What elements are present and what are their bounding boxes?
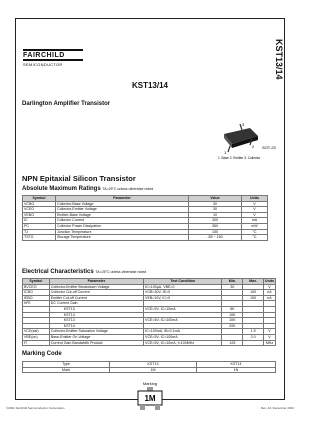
- table-row: IEBO Emitter Cut-off Current VEB=10V, IC=0 100 nA: [23, 295, 276, 301]
- table-row: KST13 VCE=5V, IC=100mA 10K: [23, 318, 276, 324]
- footer-revision: Rev. A2, December 2002: [260, 406, 294, 410]
- pin-3-label: 3: [242, 122, 245, 127]
- marking-table: [22, 361, 276, 373]
- electrical-table: Symbol Parameter Test Condition Min. Max. Units BVCEO Collector-Emitter Breakdown Voltage IC=100μA, VBE=0 30 V ICBO Collector Cut-off Current VCB=30V, IE=0 100 nA IEBO Emitter Cut-off Current VEB=10V, IC=0 100 nA hFE DC Current Gain KST13 VCE=5V, IC=10mA 5K KST14 10K KST13 VCE=5V, IC=100mA 10K KST14 20K VCE(sat) Collector-Emitter Saturation Voltage IC=100mA, IB=0.1mA 1.5 V VBE(on) Base-Emitter On Voltage VCE=5V, IC=100mA 2.0 V fT Current Gain Bandwidth Product VCE=5V, IC=10mA, f=100MHz 125 MHz: [24, 279, 274, 345]
- table-row: Type KST13 KST14: [23, 362, 276, 368]
- section-marking: Marking Code: [22, 351, 62, 357]
- table-row: fT Current Gain Bandwidth Product VCE=5V, IC=10mA, f=100MHz 125 MHz: [23, 340, 276, 346]
- section-abs-max: Absolute Maximum Ratings TA=25°C unless otherwise noted: [22, 186, 154, 192]
- table-row: KST13 VCE=5V, IC=10mA 5K: [23, 306, 276, 312]
- table-row: KST14 10K: [23, 312, 276, 318]
- logo-name: FAIRCHILD: [23, 52, 65, 59]
- table-row: VCBO Collector-Base Voltage 30 V: [23, 201, 268, 207]
- section-npn: NPN Epitaxial Silicon Transistor: [22, 174, 136, 183]
- table-row: VEBO Emitter-Base Voltage 10 V: [23, 212, 268, 218]
- table-row: VCE(sat) Collector-Emitter Saturation Voltage IC=100mA, IB=0.1mA 1.5 V: [23, 329, 276, 335]
- marking-package-drawing: [134, 387, 166, 411]
- table-row: ICBO Collector Cut-off Current VCB=30V, IE=0 100 nA: [23, 290, 276, 296]
- pin-2-label: 2: [252, 144, 255, 149]
- package-name: SOT-23: [262, 145, 276, 150]
- table-row: IC Collector Current 300 mA: [23, 218, 268, 224]
- table-row: KST14 20K: [23, 323, 276, 329]
- logo-sub: SEMICONDUCTOR: [23, 62, 63, 67]
- abs-max-table: Symbol Parameter Value Units VCBO Collector-Base Voltage 30 V VCEO Collector-Emitter Voltage 30 V VEBO Emitter-Base Voltage 10 V IC Collector Current 300 mA PC Collector Power Dissipation 350 mW TJ Junction Temperature 150 °C TSTG Storage Temperature -55 ~ 150 °C: [22, 195, 268, 241]
- fairchild-logo: [23, 49, 83, 67]
- page-subtitle: Darlington Amplifier Transistor: [22, 101, 111, 107]
- table-row: BVCEO Collector-Emitter Breakdown Voltage IC=100μA, VBE=0 30 V: [23, 284, 276, 290]
- table-row: PC Collector Power Dissipation 350 mW: [23, 223, 268, 229]
- table-row: Mark 1M 1N: [23, 367, 276, 373]
- table-row: TJ Junction Temperature 150 °C: [23, 229, 268, 235]
- table-row: hFE DC Current Gain: [23, 301, 276, 307]
- datasheet-page: [15, 18, 285, 403]
- table-row: VCEO Collector-Emitter Voltage 30 V: [23, 207, 268, 213]
- section-electrical: Electrical Characteristics TA=25°C unless otherwise noted: [22, 269, 147, 275]
- page-title: KST13/14: [131, 81, 169, 90]
- table-row: VBE(on) Base-Emitter On Voltage VCE=5V, IC=100mA 2.0 V: [23, 334, 276, 340]
- footer-copyright: ©2002 Fairchild Semiconductor Corporation: [6, 406, 65, 410]
- marking-code: 1M: [144, 394, 156, 403]
- pin-legend: 1. Base 2. Emitter 3. Collector: [218, 156, 261, 160]
- table-row: TSTG Storage Temperature -55 ~ 150 °C: [23, 235, 268, 241]
- pin-1-label: 1: [224, 150, 227, 155]
- side-title: KST13/14: [274, 39, 284, 80]
- sot23-package-drawing: [216, 122, 281, 162]
- marking-label: Marking: [142, 381, 158, 386]
